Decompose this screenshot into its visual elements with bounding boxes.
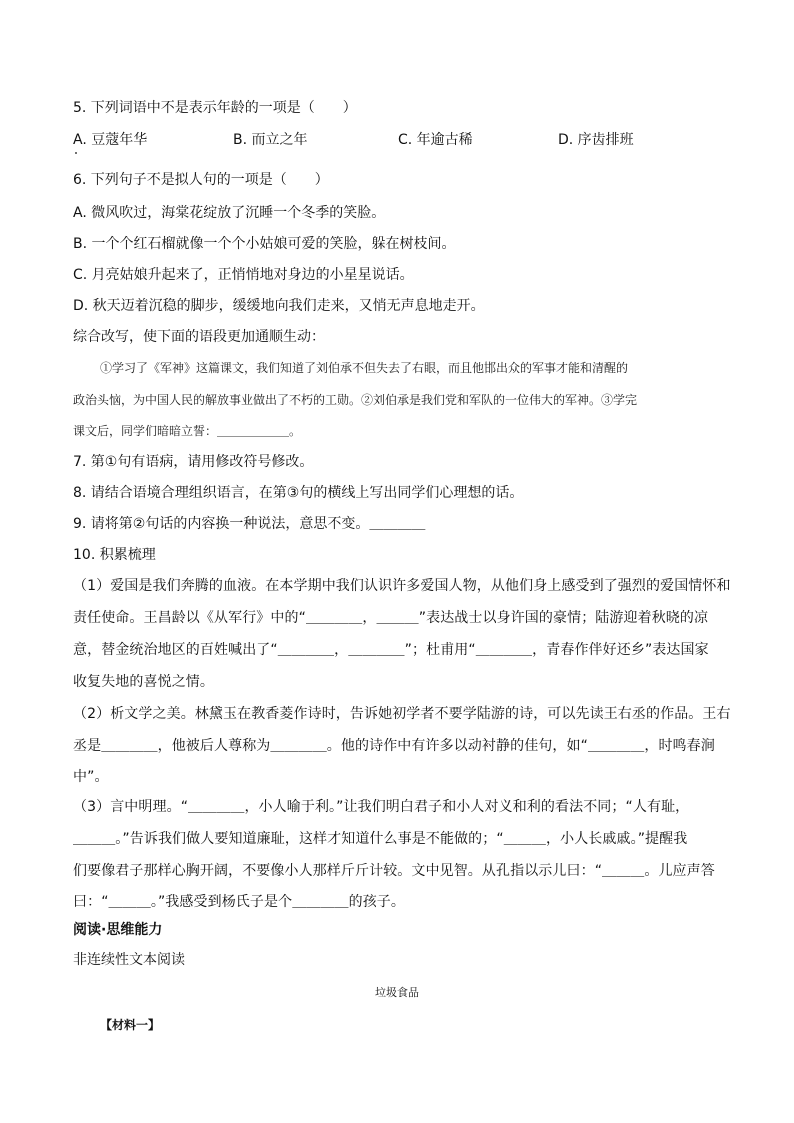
- q10-p3-line-3: 们要像君子那样心胸开阔，不要像小人那样斤斤计较。文中见智。从孔指以示儿曰：“＿＿＿。儿应声答: [73, 863, 715, 879]
- section-heading: 阅读·思维能力: [73, 922, 163, 938]
- q5-option-d: D. 序齿排班: [558, 132, 634, 148]
- q5-option-b: B. 而立之年: [233, 132, 308, 148]
- rewrite-intro: 综合改写，使下面的语段更加通顺生动：: [73, 329, 325, 345]
- q6-option-d: D. 秋天迈着沉稳的脚步，缓缓地向我们走来，又悄无声息地走开。: [73, 298, 485, 314]
- q5-option-c: C. 年逾古稀: [398, 132, 473, 148]
- section-subheading: 非连续性文本阅读: [73, 952, 185, 968]
- article-title: 垃圾食品: [375, 986, 419, 999]
- q10-title: 10. 积累梳理: [73, 547, 156, 563]
- q8: 8. 请结合语境合理组织语言，在第③句的横线上写出同学们心理想的话。: [73, 485, 524, 501]
- q5-stem: 5. 下列词语中不是表示年龄的一项是（ ）: [73, 100, 357, 116]
- q10-p2-line-2: 丞是＿＿＿＿，他被后人尊称为＿＿＿＿。他的诗作中有许多以动衬静的佳句，如“＿＿＿＿，时鸣春涧: [73, 738, 715, 754]
- q6-option-c: C. 月亮姑娘升起来了，正悄悄地对身边的小星星说话。: [73, 267, 414, 283]
- q10-p1-line-4: 收复失地的喜悦之情。: [73, 674, 214, 690]
- q6-option-a: A. 微风吹过，海棠花绽放了沉睡一个冬季的笑脸。: [73, 205, 386, 221]
- q9: 9. 请将第②句话的内容换一种说法，意思不变。＿＿＿＿: [73, 516, 426, 532]
- q10-p1-line-1: （1）爱国是我们奔腾的血液。在本学期中我们认识许多爱国人物，从他们身上感受到了强烈的爱国情怀和: [73, 578, 731, 594]
- q5-option-a: A. 豆蔻年华: [73, 132, 148, 148]
- q6-option-b: B. 一个个红石榴就像一个个小姑娘可爱的笑脸，躲在树枝间。: [73, 236, 456, 252]
- rewrite-passage-line-2: 政治头恼，为中国人民的解放事业做出了不朽的工勋。②刘伯承是我们党和军队的一位伟大的军神。③学完: [73, 393, 638, 407]
- rewrite-passage-line-1: ①学习了《军神》这篇课文，我们知道了刘伯承不但失去了右眼，而且他邯出众的军事才能和清醒的: [100, 361, 629, 375]
- q6-stem: 6. 下列句子不是拟人句的一项是（ ）: [73, 172, 329, 188]
- rewrite-passage-line-3: 课文后，同学们暗暗立誓：＿＿＿＿＿＿。: [73, 424, 302, 438]
- q10-p3-line-1: （3）言中明理。“＿＿＿＿，小人喻于利。”让我们明白君子和小人对义和利的看法不同；“人有耻，: [73, 799, 690, 815]
- q10-p3-line-2: ＿＿＿。”告诉我们做人要知道廉耻，这样才知道什么事是不能做的；“＿＿＿，小人长戚戚。”提醒我: [73, 831, 688, 847]
- material-label: 【材料一】: [100, 1018, 161, 1032]
- q7: 7. 第①句有语病，请用修改符号修改。: [73, 454, 314, 470]
- q10-p1-line-3: 意，替金统治地区的百姓喊出了“＿＿＿＿，＿＿＿＿”；杜甫用“＿＿＿＿，青春作伴好还乡”表达国家: [73, 642, 709, 658]
- stray-mark: [75, 152, 77, 154]
- q10-p3-line-4: 曰：“＿＿＿。”我感受到杨氏子是个＿＿＿＿的孩子。: [73, 894, 406, 910]
- q10-p1-line-2: 责任使命。王昌龄以《从军行》中的“＿＿＿＿，＿＿＿”表达战士以身许国的豪情；陆游迎着秋晓的凉: [73, 610, 709, 626]
- q10-p2-line-1: （2）析文学之美。林黛玉在教香菱作诗时，告诉她初学者不要学陆游的诗，可以先读王右丞的作品。王右: [73, 706, 731, 722]
- q10-p2-line-3: 中”。: [73, 769, 109, 785]
